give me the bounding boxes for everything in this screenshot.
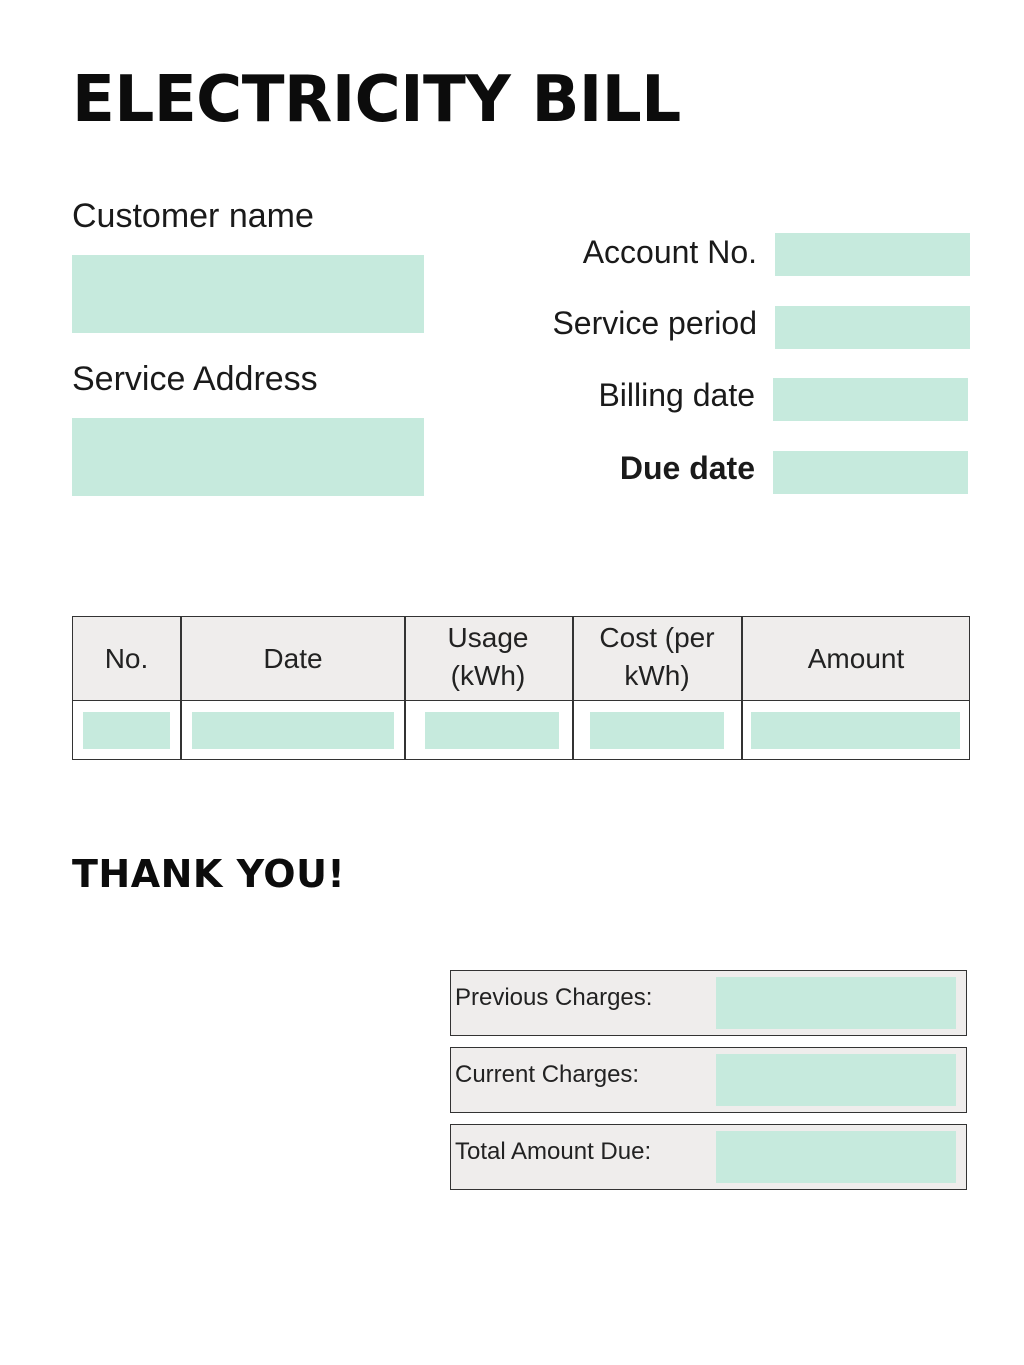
account-number-label: Account No. (582, 234, 757, 270)
service-address-field[interactable] (72, 418, 424, 496)
thank-you-heading: THANK YOU! (72, 852, 346, 896)
header-date: Date (263, 643, 323, 674)
service-address-label: Service Address (72, 360, 318, 398)
header-no: No. (104, 643, 149, 674)
account-number-field[interactable] (775, 233, 970, 276)
total-amount-row (450, 1124, 967, 1190)
total-amount-field[interactable] (716, 1131, 956, 1183)
header-usage: Usage (kWh) (447, 622, 529, 691)
billing-date-field[interactable] (773, 378, 968, 421)
previous-charges-field[interactable] (716, 977, 956, 1029)
row-date-field[interactable] (192, 712, 394, 749)
due-date-label: Due date (619, 450, 755, 486)
service-period-field[interactable] (775, 306, 970, 349)
column-divider (572, 617, 574, 759)
current-charges-label: Current Charges: (455, 1061, 640, 1088)
previous-charges-row (450, 970, 967, 1036)
header-cost: Cost (per kWh) (599, 622, 715, 691)
due-date-field[interactable] (773, 451, 968, 494)
row-usage-field[interactable] (425, 712, 559, 749)
column-divider (404, 617, 406, 759)
row-cost-field[interactable] (590, 712, 724, 749)
customer-name-label: Customer name (72, 197, 314, 235)
header-amount: Amount (807, 643, 905, 674)
service-period-label: Service period (552, 305, 757, 341)
previous-charges-label: Previous Charges: (455, 984, 653, 1011)
billing-date-label: Billing date (598, 377, 755, 413)
current-charges-row (450, 1047, 967, 1113)
customer-name-field[interactable] (72, 255, 424, 333)
row-no-field[interactable] (83, 712, 170, 749)
current-charges-field[interactable] (716, 1054, 956, 1106)
row-amount-field[interactable] (751, 712, 960, 749)
total-amount-label: Total Amount Due: (455, 1138, 652, 1165)
usage-table (72, 616, 970, 760)
bill-title: ELECTRICITY BILL (72, 63, 681, 137)
